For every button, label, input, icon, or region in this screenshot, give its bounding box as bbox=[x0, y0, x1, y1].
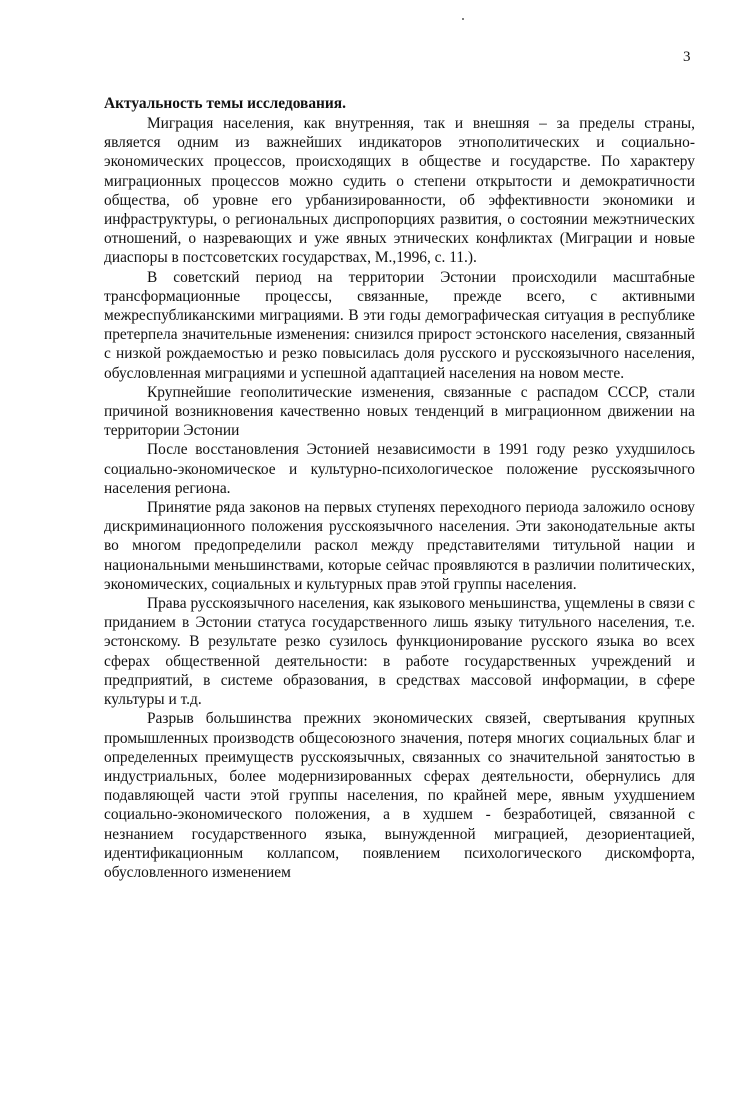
paragraph-language-rights: Права русскоязычного населения, как языкового меньшинства, ущемлены в связи с приданием в Эстонии статуса государственного лишь языку титульного населения, т.е. эстонскому. В результате резко сузилось функционирование русского языка во всех сферах общественной деятельности: в работе государственных учреждений и предприятий, в системе образования, в средствах массовой информации, в сфере культуры и т.д. bbox=[104, 595, 695, 709]
paragraph-economic-ties: Разрыв большинства прежних экономических связей, свертывания крупных промышленных производств общесоюзного значения, потеря многих социальных благ и определенных преимуществ русскоязычных, связанных со значительной занятостью в индустриальных, более модернизированных сферах деятельности, обернулись для подавляющей части этой группы населения, по крайней мере, явным ухудшением социально-экономического положения, а в худшем - безработицей, связанной с незнанием государственного языка, вынужденной миграцией, дезориентацией, идентификационным коллапсом, появлением психологического дискомфорта, обусловленного изменением bbox=[104, 710, 695, 881]
page-body bbox=[104, 94, 695, 882]
paragraph-geopolitical-changes: Крупнейшие геополитические изменения, связанные с распадом СССР, стали причиной возникновения качественно новых тенденций в миграционном движении на территории Эстонии bbox=[104, 383, 695, 440]
paragraph-soviet-period: В советский период на территории Эстонии происходили масштабные трансформационные процессы, связанные, прежде всего, с активными межреспубликанскими миграциями. В эти годы демографическая ситуация в республике претерпела значительные изменения: снизился прирост эстонского населения, связанный с низкой рождаемостью и резко повысилась доля русского и русскоязычного населения, обусловленная миграциями и успешной адаптацией населения на новом месте. bbox=[104, 268, 695, 382]
section-heading: Актуальность темы исследования. bbox=[104, 95, 346, 112]
scan-speck bbox=[462, 18, 464, 20]
page-number: 3 bbox=[683, 49, 691, 65]
paragraph-independence: После восстановления Эстонией независимости в 1991 году резко ухудшилось социально-экономическое и культурно-психологическое положение русскоязычного населения региона. bbox=[104, 441, 695, 497]
paragraph-migration-indicators: Миграция населения, как внутренняя, так и внешняя – за пределы страны, является одним из важнейших индикаторов этнополитических и социально-экономических процессов, происходящих в обществе и государстве. По характеру миграционных процессов можно судить о степени открытости и демократичности общества, об уровне его урбанизированности, об эффективности экономики и инфраструктуры, о региональных диспропорциях развития, о состоянии межэтнических отношений, о назревающих и уже явных этнических конфликтах (Миграции и новые диаспоры в постсоветских государствах, М.,1996, с. 11.). bbox=[104, 115, 695, 267]
paragraph-laws: Принятие ряда законов на первых ступенях переходного периода заложило основу дискриминационного положения русскоязычного населения. Эти законодательные акты во многом предопределили раскол между представителями титульной нации и национальными меньшинствами, которые сейчас проявляются в различии политических, экономических, социальных и культурных прав этой группы населения. bbox=[104, 499, 695, 593]
